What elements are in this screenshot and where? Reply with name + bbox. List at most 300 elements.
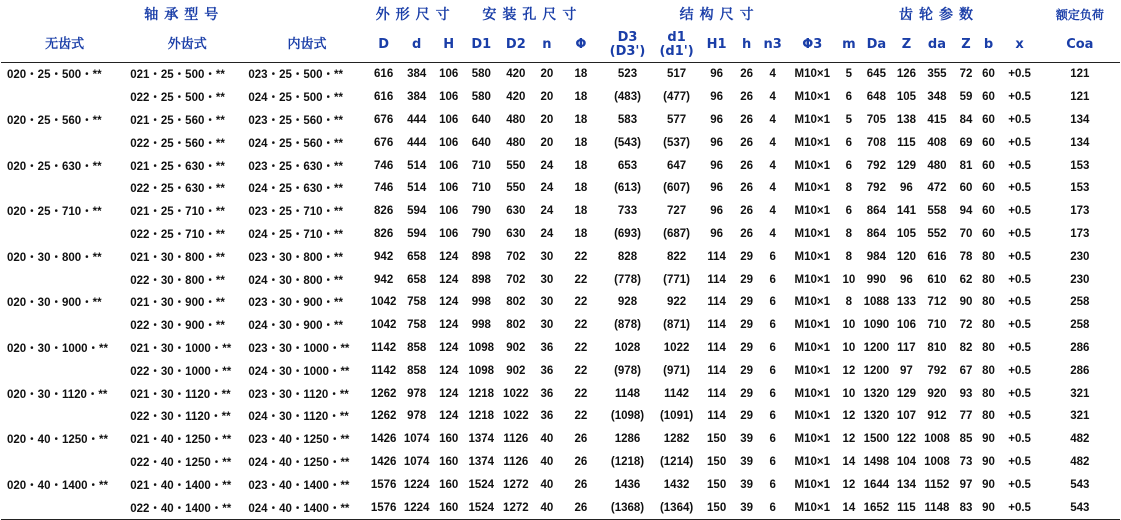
- cell-no-gear-model: 020・40・1400・**: [7, 479, 109, 492]
- cell-D: 1042: [370, 296, 397, 309]
- cell-n: 36: [540, 341, 554, 354]
- cell-x: +0.5: [1008, 68, 1031, 81]
- cell-D2: 630: [506, 227, 526, 240]
- cell-Z-outer: 104: [896, 455, 917, 468]
- cell-D1: 898: [471, 273, 491, 286]
- cell-Da: 864: [866, 227, 886, 240]
- cell-x: +0.5: [1008, 410, 1031, 423]
- cell-d: 978: [407, 410, 427, 423]
- cell-no-gear-model: 020・25・710・**: [7, 206, 102, 219]
- cell-b: 80: [982, 273, 995, 286]
- cell-Z-inner: 82: [959, 341, 973, 354]
- cell-H: 160: [434, 496, 464, 519]
- cell-D2: 420: [506, 68, 526, 81]
- cell-h: 29: [740, 364, 754, 377]
- cell-outer-gear-model: 022・30・900・**: [130, 320, 225, 333]
- cell-m: 8: [845, 182, 853, 195]
- cell-b: 60: [982, 136, 995, 149]
- cell-d1: 577: [666, 113, 687, 126]
- col-Coa: Coa: [1040, 28, 1120, 63]
- table-row: [1, 154, 1120, 177]
- cell-Z-inner: 70: [959, 227, 973, 240]
- cell-n3: 6: [759, 496, 786, 519]
- cell-no-gear-model: 020・30・900・**: [7, 297, 102, 310]
- cell-Coa: 230: [1070, 273, 1090, 286]
- cell-h: 26: [740, 205, 754, 218]
- cell-D1: 1524: [468, 478, 495, 491]
- cell-D1: 580: [471, 91, 491, 104]
- cell-n: 30: [540, 250, 554, 263]
- cell-d: 514: [407, 182, 427, 195]
- cell-Da: 1652: [859, 496, 893, 519]
- cell-H1: 114: [707, 364, 726, 377]
- cell-m: 6: [845, 91, 853, 104]
- cell-phi3: M10×1: [794, 455, 831, 468]
- cell-d1: (1364): [654, 496, 699, 519]
- cell-Z-outer: 120: [896, 250, 917, 263]
- cell-outer-gear-model: 021・25・710・**: [130, 206, 225, 219]
- cell-Coa: 121: [1070, 91, 1090, 104]
- cell-n: 20: [540, 68, 554, 81]
- cell-D: 826: [374, 227, 394, 240]
- cell-da: 810: [927, 341, 947, 354]
- cell-outer-gear-model: 021・30・900・**: [130, 297, 225, 310]
- cell-inner-gear-model: 023・30・900・**: [248, 297, 344, 310]
- header-group-row: [1, 0, 1120, 28]
- cell-H1: 150: [699, 496, 734, 519]
- col-D: D: [368, 28, 400, 63]
- cell-Z-inner: 94: [959, 205, 973, 218]
- cell-h: 29: [740, 341, 754, 354]
- cell-d: 658: [407, 250, 427, 263]
- cell-h: 39: [740, 455, 754, 468]
- cell-n: 40: [540, 455, 554, 468]
- cell-x: +0.5: [1008, 341, 1031, 354]
- cell-H1: 96: [710, 113, 724, 126]
- cell-h: 29: [740, 319, 754, 332]
- cell-D2: 1022: [503, 387, 529, 400]
- cell-H1: 114: [707, 387, 726, 400]
- cell-d1: (771): [663, 273, 690, 286]
- cell-n: 20: [540, 113, 554, 126]
- cell-b: 90: [982, 433, 995, 446]
- col-phi3: Φ3: [786, 28, 838, 63]
- cell-inner-gear-model: 023・30・1120・**: [248, 388, 349, 401]
- cell-d: 514: [407, 159, 427, 172]
- cell-h: 26: [740, 113, 754, 126]
- header-column-row: [1, 28, 1120, 63]
- cell-inner-gear-model: 023・25・500・**: [248, 69, 344, 82]
- cell-d1: (971): [663, 364, 690, 377]
- cell-H: 124: [439, 273, 459, 286]
- cell-D: 1042: [370, 319, 397, 332]
- cell-phi: 26: [574, 455, 588, 468]
- cell-Z-outer: 122: [896, 433, 917, 446]
- cell-inner-gear-model: 023・30・800・**: [248, 251, 344, 264]
- cell-Z-inner: 72: [959, 68, 973, 81]
- cell-D1: 580: [471, 68, 491, 81]
- cell-m: 5: [845, 68, 853, 81]
- cell-n: 40: [540, 478, 554, 491]
- cell-n: 40: [533, 496, 561, 519]
- cell-outer-gear-model: 022・25・560・**: [130, 137, 225, 150]
- cell-no-gear-model: 020・25・560・**: [7, 114, 102, 127]
- cell-da: 920: [927, 387, 947, 400]
- cell-D1: 640: [471, 113, 491, 126]
- cell-d: 858: [407, 341, 427, 354]
- cell-D: 942: [374, 250, 394, 263]
- cell-n: 20: [540, 136, 554, 149]
- cell-phi: 18: [574, 205, 588, 218]
- cell-D3: (543): [614, 136, 641, 149]
- table-row: [1, 86, 1120, 109]
- col-n: n: [533, 28, 561, 63]
- cell-da: 616: [927, 250, 947, 263]
- cell-m: 10: [842, 387, 856, 400]
- cell-D1: 1374: [468, 433, 495, 446]
- cell-D1: 790: [471, 227, 491, 240]
- cell-d: 1074: [403, 455, 430, 468]
- cell-Z-outer: 96: [900, 182, 913, 195]
- cell-m: 12: [842, 433, 856, 446]
- cell-outer-gear-model: 021・30・1120・**: [130, 388, 231, 401]
- cell-D2: 550: [506, 159, 526, 172]
- cell-Coa: 173: [1070, 227, 1090, 240]
- cell-da: 480: [927, 159, 947, 172]
- cell-Da: 1200: [863, 364, 890, 377]
- cell-H1: 114: [707, 341, 726, 354]
- cell-D2: 550: [506, 182, 526, 195]
- cell-D2: 902: [506, 341, 526, 354]
- col-H1: H1: [699, 28, 734, 63]
- table-row: [1, 359, 1120, 382]
- col-n3: n3: [759, 28, 786, 63]
- cell-da: 415: [927, 113, 947, 126]
- cell-H: 160: [439, 433, 459, 446]
- cell-Da: 792: [866, 182, 886, 195]
- cell-n: 30: [540, 319, 554, 332]
- cell-D3: 653: [617, 159, 638, 172]
- cell-phi: 22: [574, 410, 588, 423]
- cell-Coa: 173: [1070, 205, 1090, 218]
- cell-d1: 822: [666, 250, 687, 263]
- cell-n: 20: [540, 91, 554, 104]
- cell-n3: 4: [769, 205, 776, 218]
- col-d1: [654, 28, 699, 63]
- cell-x: +0.5: [1008, 433, 1031, 446]
- cell-H1: 96: [710, 159, 724, 172]
- cell-Z-inner: 81: [959, 159, 973, 172]
- cell-n3: 4: [769, 68, 776, 81]
- cell-inner-gear-model: 024・25・500・**: [248, 92, 344, 105]
- group-mount-hole: 安装孔尺寸: [482, 7, 583, 23]
- cell-D3: 1436: [614, 478, 641, 491]
- cell-D1: 1098: [468, 364, 495, 377]
- cell-H: 124: [439, 364, 459, 377]
- cell-Z-inner: 59: [959, 91, 973, 104]
- cell-outer-gear-model: 021・40・1400・**: [130, 479, 232, 492]
- cell-h: 26: [740, 227, 754, 240]
- cell-phi: 26: [574, 478, 588, 491]
- cell-inner-gear-model: 024・40・1250・**: [248, 456, 350, 469]
- cell-no-gear-model: 020・40・1250・**: [7, 434, 109, 447]
- cell-n: 36: [540, 410, 554, 423]
- cell-Da: 1090: [863, 319, 890, 332]
- cell-phi3: M10×1: [794, 182, 831, 195]
- cell-n3: 4: [769, 136, 776, 149]
- cell-phi3: M10×1: [794, 433, 831, 446]
- cell-d1: (477): [663, 91, 690, 104]
- cell-Da: 792: [866, 159, 886, 172]
- col-no-gear: 无齿式: [1, 28, 128, 63]
- cell-d1: (687): [663, 227, 690, 240]
- cell-Coa: 482: [1070, 455, 1090, 468]
- cell-D3: (613): [614, 182, 641, 195]
- cell-Z-outer: 105: [896, 91, 917, 104]
- col-da: da: [919, 28, 954, 63]
- cell-n3: 6: [769, 387, 776, 400]
- cell-da: 472: [927, 182, 947, 195]
- cell-Da: 1320: [863, 387, 890, 400]
- cell-no-gear-model: [1, 359, 128, 382]
- col-D2: D2: [499, 28, 533, 63]
- cell-phi3: M10×1: [794, 478, 831, 491]
- cell-Da: 1320: [863, 410, 890, 423]
- cell-H: 106: [439, 182, 459, 195]
- cell-Coa: 482: [1070, 433, 1090, 446]
- cell-b: 60: [982, 205, 995, 218]
- cell-d: 1224: [400, 496, 434, 519]
- cell-no-gear-model: 020・30・1120・**: [7, 388, 108, 401]
- cell-x: +0.5: [1008, 455, 1031, 468]
- cell-H1: 114: [707, 250, 726, 263]
- cell-Z-inner: 83: [954, 496, 977, 519]
- table-row: [1, 314, 1120, 337]
- cell-m: 6: [845, 205, 853, 218]
- cell-d1: 647: [666, 159, 687, 172]
- col-Z-outer: Z: [893, 28, 919, 63]
- cell-outer-gear-model: 022・30・1120・**: [130, 411, 231, 424]
- cell-Da: 705: [866, 113, 886, 126]
- cell-phi3: M10×1: [786, 496, 838, 519]
- cell-b: 80: [982, 341, 995, 354]
- cell-da: 912: [927, 410, 947, 423]
- cell-inner-gear-model: 024・30・800・**: [248, 274, 344, 287]
- cell-Da: 990: [866, 273, 886, 286]
- cell-n: 24: [540, 159, 554, 172]
- cell-n: 30: [540, 296, 554, 309]
- cell-Coa: 258: [1070, 296, 1090, 309]
- cell-Da: 1088: [863, 296, 890, 309]
- cell-D: 1576: [368, 496, 400, 519]
- cell-outer-gear-model: 021・25・500・**: [130, 69, 225, 82]
- cell-n3: 6: [769, 433, 776, 446]
- cell-d: 444: [407, 113, 427, 126]
- cell-phi: 22: [574, 387, 588, 400]
- cell-x: +0.5: [1008, 113, 1031, 126]
- cell-H1: 114: [707, 319, 726, 332]
- cell-no-gear-model: 020・30・1000・**: [7, 342, 109, 355]
- cell-d1: 1432: [663, 478, 690, 491]
- cell-b: 80: [982, 250, 995, 263]
- cell-Z-outer: 134: [896, 478, 917, 491]
- cell-n3: 4: [769, 182, 776, 195]
- cell-m: 10: [842, 319, 856, 332]
- cell-phi: 18: [574, 68, 588, 81]
- cell-da: 1008: [924, 433, 950, 446]
- col-inner-gear: 内齿式: [246, 28, 367, 63]
- cell-Z-outer: 133: [896, 296, 917, 309]
- cell-D2: 1272: [503, 478, 529, 491]
- table-row: [1, 223, 1120, 246]
- cell-Da: 708: [866, 136, 886, 149]
- cell-D: 1426: [370, 433, 397, 446]
- cell-phi: 18: [574, 227, 588, 240]
- cell-phi3: M10×1: [794, 341, 831, 354]
- col-d1-label: d1: [667, 30, 686, 45]
- cell-Z-inner: 69: [959, 136, 973, 149]
- cell-D1: 1374: [468, 455, 495, 468]
- cell-D3: (978): [614, 364, 641, 377]
- cell-Z-inner: 97: [959, 478, 973, 491]
- col-h: h: [734, 28, 759, 63]
- cell-m: 12: [842, 364, 856, 377]
- cell-D2: 702: [506, 250, 526, 263]
- cell-H1: 96: [710, 136, 724, 149]
- cell-D1: 998: [471, 296, 491, 309]
- cell-H1: 150: [707, 478, 727, 491]
- cell-m: 6: [845, 136, 853, 149]
- cell-d: 594: [407, 227, 427, 240]
- cell-D3: 583: [617, 113, 638, 126]
- col-Z-inner: Z: [954, 28, 977, 63]
- cell-outer-gear-model: 022・25・500・**: [130, 92, 225, 105]
- cell-da: 558: [927, 205, 947, 218]
- cell-H: 106: [439, 159, 459, 172]
- cell-no-gear-model: 020・25・500・**: [7, 69, 102, 82]
- cell-Z-inner: 62: [959, 273, 973, 286]
- cell-outer-gear-model: 021・30・800・**: [130, 251, 225, 264]
- cell-inner-gear-model: 024・30・1000・**: [248, 365, 350, 378]
- cell-Da: 1500: [863, 433, 890, 446]
- cell-da: 792: [927, 364, 947, 377]
- table-row: [1, 109, 1120, 132]
- cell-da: 710: [927, 319, 947, 332]
- cell-m: 10: [842, 273, 856, 286]
- cell-d: 858: [407, 364, 427, 377]
- cell-D: 1262: [370, 387, 397, 400]
- cell-outer-gear-model: 021・40・1250・**: [130, 434, 232, 447]
- cell-D3: (1098): [610, 410, 645, 423]
- table-row: [1, 496, 1120, 519]
- col-outer-gear: 外齿式: [128, 28, 246, 63]
- cell-da: 348: [927, 91, 947, 104]
- cell-H1: 96: [710, 227, 724, 240]
- cell-Coa: 321: [1070, 387, 1090, 400]
- cell-n3: 6: [769, 319, 776, 332]
- cell-no-gear-model: [1, 451, 128, 474]
- cell-H1: 150: [707, 455, 727, 468]
- cell-D3: (1218): [610, 455, 645, 468]
- table-row: [1, 131, 1120, 154]
- cell-d: 384: [407, 68, 427, 81]
- cell-n3: 6: [769, 364, 776, 377]
- col-D3-label: D3: [617, 30, 638, 45]
- cell-D2: 902: [506, 364, 526, 377]
- cell-d1: 727: [666, 205, 687, 218]
- cell-h: 29: [740, 296, 754, 309]
- cell-Z-outer: 105: [896, 227, 917, 240]
- cell-m: 6: [845, 159, 853, 172]
- cell-d1: (537): [663, 136, 690, 149]
- cell-h: 39: [734, 496, 759, 519]
- cell-no-gear-model: 020・30・800・**: [7, 251, 102, 264]
- cell-D3: 1148: [615, 387, 640, 400]
- cell-d1: 1142: [664, 387, 690, 400]
- cell-D2: 1272: [499, 496, 533, 519]
- cell-n3: 6: [769, 296, 776, 309]
- cell-outer-gear-model: 021・25・560・**: [130, 114, 225, 127]
- cell-x: +0.5: [1008, 159, 1031, 172]
- cell-D1: 710: [471, 182, 491, 195]
- cell-H: 160: [439, 455, 459, 468]
- cell-inner-gear-model: 024・30・900・**: [248, 320, 344, 333]
- cell-h: 29: [740, 250, 754, 263]
- cell-d: 758: [407, 319, 427, 332]
- group-structure: 结构尺寸: [679, 7, 760, 23]
- cell-da: 552: [927, 227, 947, 240]
- cell-inner-gear-model: 024・30・1120・**: [248, 411, 349, 424]
- cell-x: +0.5: [1008, 478, 1031, 491]
- group-gear-params: 齿轮参数: [898, 7, 979, 23]
- cell-D3: 928: [617, 296, 638, 309]
- cell-D3: 1286: [614, 433, 641, 446]
- cell-d: 444: [407, 136, 427, 149]
- cell-x: +0.5: [1008, 182, 1031, 195]
- cell-Da: 1498: [863, 455, 890, 468]
- bearing-spec-table: [1, 0, 1120, 520]
- cell-Z-outer: 129: [896, 159, 917, 172]
- cell-n: 24: [540, 205, 554, 218]
- cell-Z-outer: 115: [897, 136, 916, 149]
- cell-D1: 1098: [468, 341, 495, 354]
- cell-h: 39: [740, 478, 754, 491]
- cell-d: 978: [407, 387, 427, 400]
- cell-Z-inner: 90: [959, 296, 973, 309]
- cell-b: 60: [982, 68, 995, 81]
- cell-D2: 802: [506, 296, 526, 309]
- cell-h: 26: [740, 182, 754, 195]
- cell-Coa: 258: [1070, 319, 1090, 332]
- cell-Z-outer: 129: [896, 387, 917, 400]
- cell-phi3: M10×1: [794, 296, 831, 309]
- cell-D1: 1218: [468, 387, 495, 400]
- cell-x: +0.5: [1000, 496, 1040, 519]
- cell-H1: 114: [707, 296, 726, 309]
- cell-H: 124: [439, 296, 459, 309]
- cell-b: 80: [982, 364, 995, 377]
- table-row: [1, 337, 1120, 360]
- cell-h: 29: [740, 273, 754, 286]
- col-Da: Da: [859, 28, 893, 63]
- cell-x: +0.5: [1008, 227, 1031, 240]
- cell-n: 40: [540, 433, 554, 446]
- cell-no-gear-model: [1, 314, 128, 337]
- cell-D: 676: [374, 113, 394, 126]
- cell-n: 24: [540, 182, 554, 195]
- cell-n3: 6: [769, 250, 776, 263]
- cell-D2: 702: [506, 273, 526, 286]
